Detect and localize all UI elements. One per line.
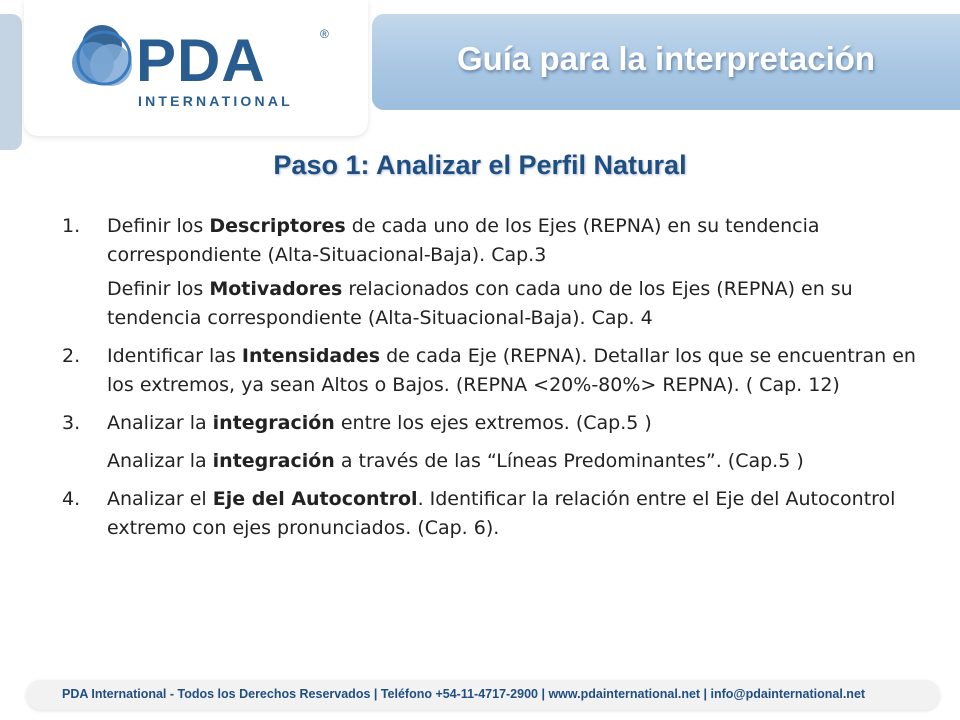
- text-run: entre los ejes extremos. (Cap.5 ): [334, 412, 652, 434]
- footer-text: PDA International - Todos los Derechos Reservados | Teléfono +54-11-4717-2900 | www.pdainternational.net | info@pdainternational.net: [62, 687, 866, 701]
- text-run: Definir los: [107, 278, 210, 300]
- list-item-3: [62, 409, 922, 438]
- text-run: . Identificar la relación entre el Eje del Autocontrol extremo con ejes pronunciados. (Cap. 6).: [107, 488, 896, 539]
- list-number: 2.: [62, 345, 81, 367]
- text-run: Identificar las: [107, 345, 242, 367]
- logo-subtitle-text: INTERNATIONAL: [138, 93, 293, 109]
- text-run: Analizar la: [107, 412, 213, 434]
- overlapping-circles-icon: [72, 25, 132, 86]
- footer-bar: [26, 680, 940, 710]
- text-run: Definir los: [107, 215, 210, 237]
- list-item-2: [62, 342, 922, 400]
- bold-term: Eje del Autocontrol: [212, 488, 418, 510]
- bold-term: Descriptores: [209, 215, 346, 237]
- text-run: relacionados con cada uno de los Ejes (REPNA) en su tendencia correspondiente (Alta-Situacional-Baja). Cap. 4: [107, 278, 853, 329]
- bold-term: integración: [212, 412, 335, 434]
- step-content: [62, 212, 922, 543]
- text-run: de cada uno de los Ejes (REPNA) en su tendencia correspondiente (Alta-Situacional-Baja). Cap.3: [107, 215, 820, 266]
- text-run: Analizar la: [107, 450, 213, 472]
- banner-title: Guía para la interpretación: [456, 40, 876, 77]
- bold-term: integración: [212, 450, 335, 472]
- list-number: 1.: [62, 215, 81, 237]
- text-run: Analizar el: [107, 488, 213, 510]
- left-decorative-strip: [0, 14, 22, 150]
- step-heading: Paso 1: Analizar el Perfil Natural: [273, 150, 687, 180]
- bold-term: Motivadores: [209, 278, 343, 300]
- logo-registered-mark: ®: [320, 27, 329, 41]
- text-run: de cada Eje (REPNA). Detallar los que se encuentran en los extremos, ya sean Altos o Bajos. (REPNA <20%-80%> REPNA). ( Cap. 12): [107, 345, 916, 396]
- list-subitem-3: [62, 447, 922, 476]
- bold-term: Intensidades: [241, 345, 381, 367]
- list-subitem-1: [62, 275, 922, 333]
- text-run: a través de las “Líneas Predominantes”. (Cap.5 ): [334, 450, 804, 472]
- list-number: 3.: [62, 412, 81, 434]
- pda-logo: [24, 0, 368, 136]
- logo-card: [24, 0, 368, 136]
- list-item-4: [62, 485, 922, 543]
- list-number: 4.: [62, 488, 81, 510]
- logo-brand-text: PDA: [136, 27, 266, 94]
- list-item-1: [62, 212, 922, 270]
- title-banner: [372, 14, 960, 110]
